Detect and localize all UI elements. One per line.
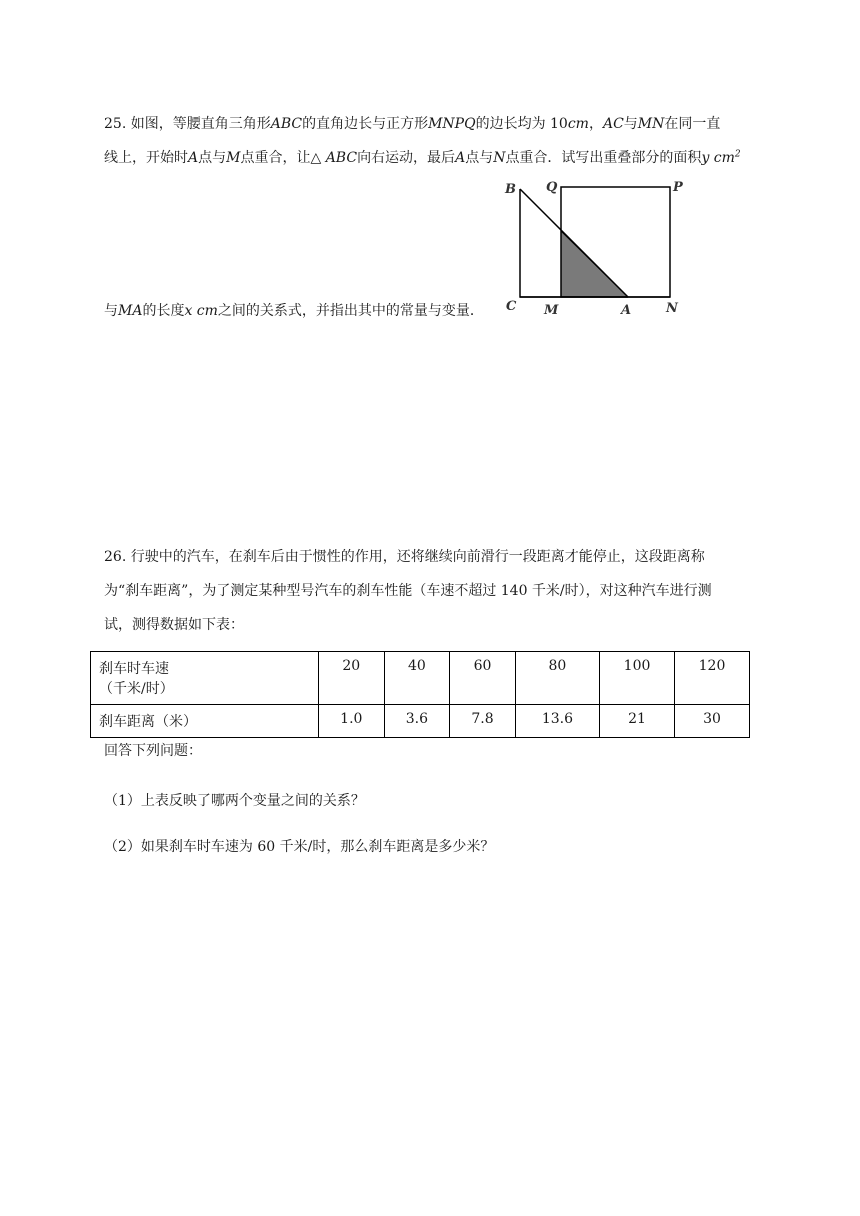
math-symbol: cm	[567, 116, 589, 132]
superscript: 2	[734, 149, 741, 160]
math-symbol: AC	[602, 116, 624, 132]
text-run: 向右运动，最后	[357, 150, 456, 166]
text-run: 点重合．试写出重叠部分的面积	[505, 150, 702, 166]
text-run: ，	[588, 116, 603, 132]
math-symbol: MN	[637, 116, 665, 132]
text-run: 点与	[198, 150, 227, 166]
q25-text-line-3	[104, 300, 484, 320]
text-run: 的边长均为 10	[475, 116, 568, 132]
text-run: 点重合，让△	[240, 150, 326, 166]
math-symbol: A	[188, 150, 199, 166]
q26-text-line-2: 为“刹车距离”，为了测定某种型号汽车的刹车性能（车速不超过 140 千米/时），对这种汽车进行测	[104, 583, 712, 599]
text-run: 的直角边长与正方形	[302, 116, 429, 132]
math-symbol: M	[226, 150, 241, 166]
distance-header-cell: 刹车距离（米）	[91, 705, 319, 738]
speed-cell: 120	[675, 652, 750, 705]
text-run: 在同一直	[664, 116, 721, 132]
speed-header-cell	[91, 652, 319, 705]
label-m: M	[544, 303, 559, 318]
distance-cell: 3.6	[384, 705, 450, 738]
math-symbol: x cm	[184, 303, 218, 319]
speed-cell: 60	[450, 652, 516, 705]
text-run: 线上，开始时	[104, 150, 188, 166]
distance-cell: 30	[675, 705, 750, 738]
text-run: 与	[623, 116, 638, 132]
q26-text-line-3: 试，测得数据如下表：	[104, 617, 244, 633]
triangle-square-figure	[500, 175, 690, 320]
label-n: N	[666, 301, 678, 316]
text-run: 之间的关系式，并指出其中的常量与变量．	[217, 303, 484, 319]
speed-cell: 20	[319, 652, 385, 705]
math-symbol: A	[455, 150, 466, 166]
table-row-speed	[91, 652, 750, 705]
q26-text-line-1: 26. 行驶中的汽车，在刹车后由于惯性的作用，还将继续向前滑行一段距离才能停止，这段距离称	[104, 549, 705, 565]
label-b: B	[505, 182, 516, 197]
table-row-distance	[91, 705, 750, 738]
text-run: 点与	[465, 150, 494, 166]
label-a: A	[621, 303, 632, 318]
q25-text-line-1	[104, 113, 720, 133]
brake-data-table	[90, 651, 750, 738]
label-q: Q	[546, 180, 558, 195]
speed-header-unit: （千米/时）	[99, 681, 174, 697]
math-symbol: ABC	[270, 116, 303, 132]
speed-cell: 100	[600, 652, 675, 705]
math-symbol: y cm	[701, 150, 735, 166]
speed-header-label: 刹车时车速	[99, 661, 169, 677]
distance-cell: 21	[600, 705, 675, 738]
math-symbol: MNPQ	[428, 116, 476, 132]
math-symbol: N	[493, 150, 506, 166]
q25-text-line-2	[104, 147, 741, 167]
text-run: 25. 如图，等腰直角三角形	[104, 116, 271, 132]
math-symbol: ABC	[325, 150, 358, 166]
label-c: C	[506, 299, 517, 314]
distance-cell: 7.8	[450, 705, 516, 738]
distance-cell: 1.0	[319, 705, 385, 738]
sub-question-2: （2）如果刹车时车速为 60 千米/时，那么刹车距离是多少米？	[104, 839, 495, 855]
text-run: 与	[104, 303, 118, 319]
text-run: 的长度	[142, 303, 185, 319]
sub-question-1: （1）上表反映了哪两个变量之间的关系？	[104, 793, 365, 809]
label-p: P	[673, 180, 683, 195]
answer-intro: 回答下列问题：	[104, 743, 202, 759]
speed-cell: 40	[384, 652, 450, 705]
math-symbol: MA	[118, 303, 143, 319]
speed-cell: 80	[515, 652, 599, 705]
distance-cell: 13.6	[515, 705, 599, 738]
